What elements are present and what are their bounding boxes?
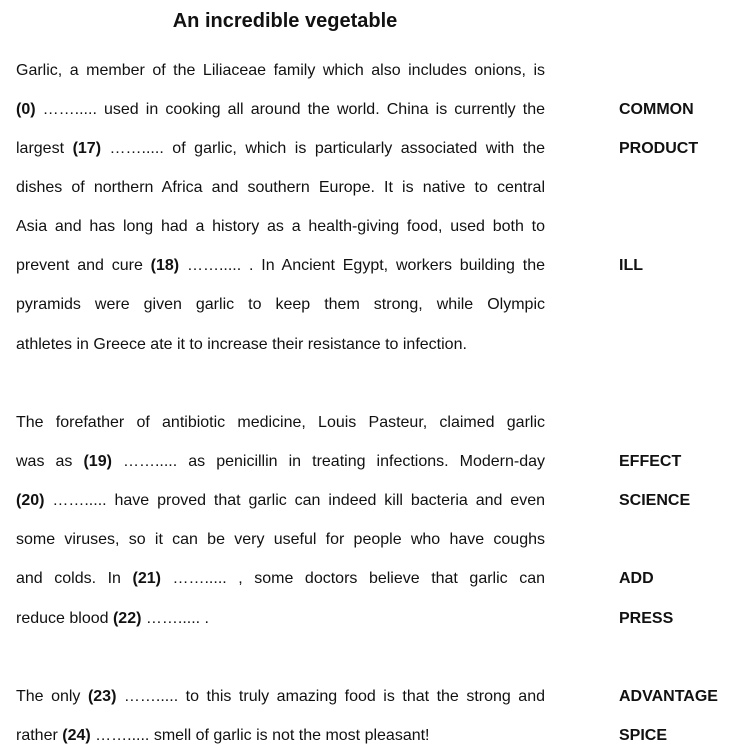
gap-number: (21) <box>132 570 161 587</box>
text-line: largest (17) ……..... of garlic, which is particularly associated with the <box>16 140 546 157</box>
gap-number: (0) <box>16 101 36 118</box>
prompt-word-add: ADD <box>619 570 654 587</box>
prompt-word-common: COMMON <box>619 101 694 118</box>
prompt-word-science: SCIENCE <box>619 492 691 509</box>
gap-number: (22) <box>112 610 142 627</box>
prompt-word-product: PRODUCT <box>619 140 699 157</box>
text-line: athletes in Greece ate it to increase their resistance to infection. <box>16 336 467 353</box>
gap-number: (24) <box>62 727 91 744</box>
text-line: dishes of northern Africa and southern Europe. It is native to central <box>16 179 545 196</box>
text-line: (20) ……..... have proved that garlic can indeed kill bacteria and even <box>16 492 545 509</box>
text-line: (0) ……..... used in cooking all around the world. China is currently the <box>16 101 545 118</box>
text-line: and colds. In (21) ……..... , some doctors believe that garlic can <box>16 570 546 587</box>
gap-number: (17) <box>72 140 102 157</box>
text-line: was as (19) ……..... as penicillin in treating infections. Modern-day <box>16 453 546 470</box>
prompt-word-spice: SPICE <box>619 727 668 744</box>
gap-number: (20) <box>16 492 45 509</box>
text-line: Garlic, a member of the Liliaceae family which also includes onions, is <box>16 62 545 79</box>
text-line: prevent and cure (18) ……..... . In Ancient Egypt, workers building the <box>16 257 545 274</box>
text-line: reduce blood (22) ……..... . <box>16 610 209 627</box>
text-line: The only (23) ……..... to this truly amazing food is that the strong and <box>16 688 546 705</box>
gap-number: (19) <box>83 453 112 470</box>
prompt-word-ill: ILL <box>619 257 643 274</box>
prompt-word-advantage: ADVANTAGE <box>619 688 718 705</box>
text-line: some viruses, so it can be very useful for people who have coughs <box>16 531 545 548</box>
text-line: The forefather of antibiotic medicine, Louis Pasteur, claimed garlic <box>16 414 545 431</box>
page-title: An incredible vegetable <box>172 10 398 32</box>
prompt-word-press: PRESS <box>619 610 674 627</box>
text-line: Asia and has long had a history as a health-giving food, used both to <box>16 218 545 235</box>
gap-number: (23) <box>87 688 117 705</box>
text-line: pyramids were given garlic to keep them strong, while Olympic <box>16 296 545 313</box>
gap-number: (18) <box>150 257 180 274</box>
prompt-word-effect: EFFECT <box>619 453 682 470</box>
text-line: rather (24) ……..... smell of garlic is not the most pleasant! <box>16 727 430 744</box>
